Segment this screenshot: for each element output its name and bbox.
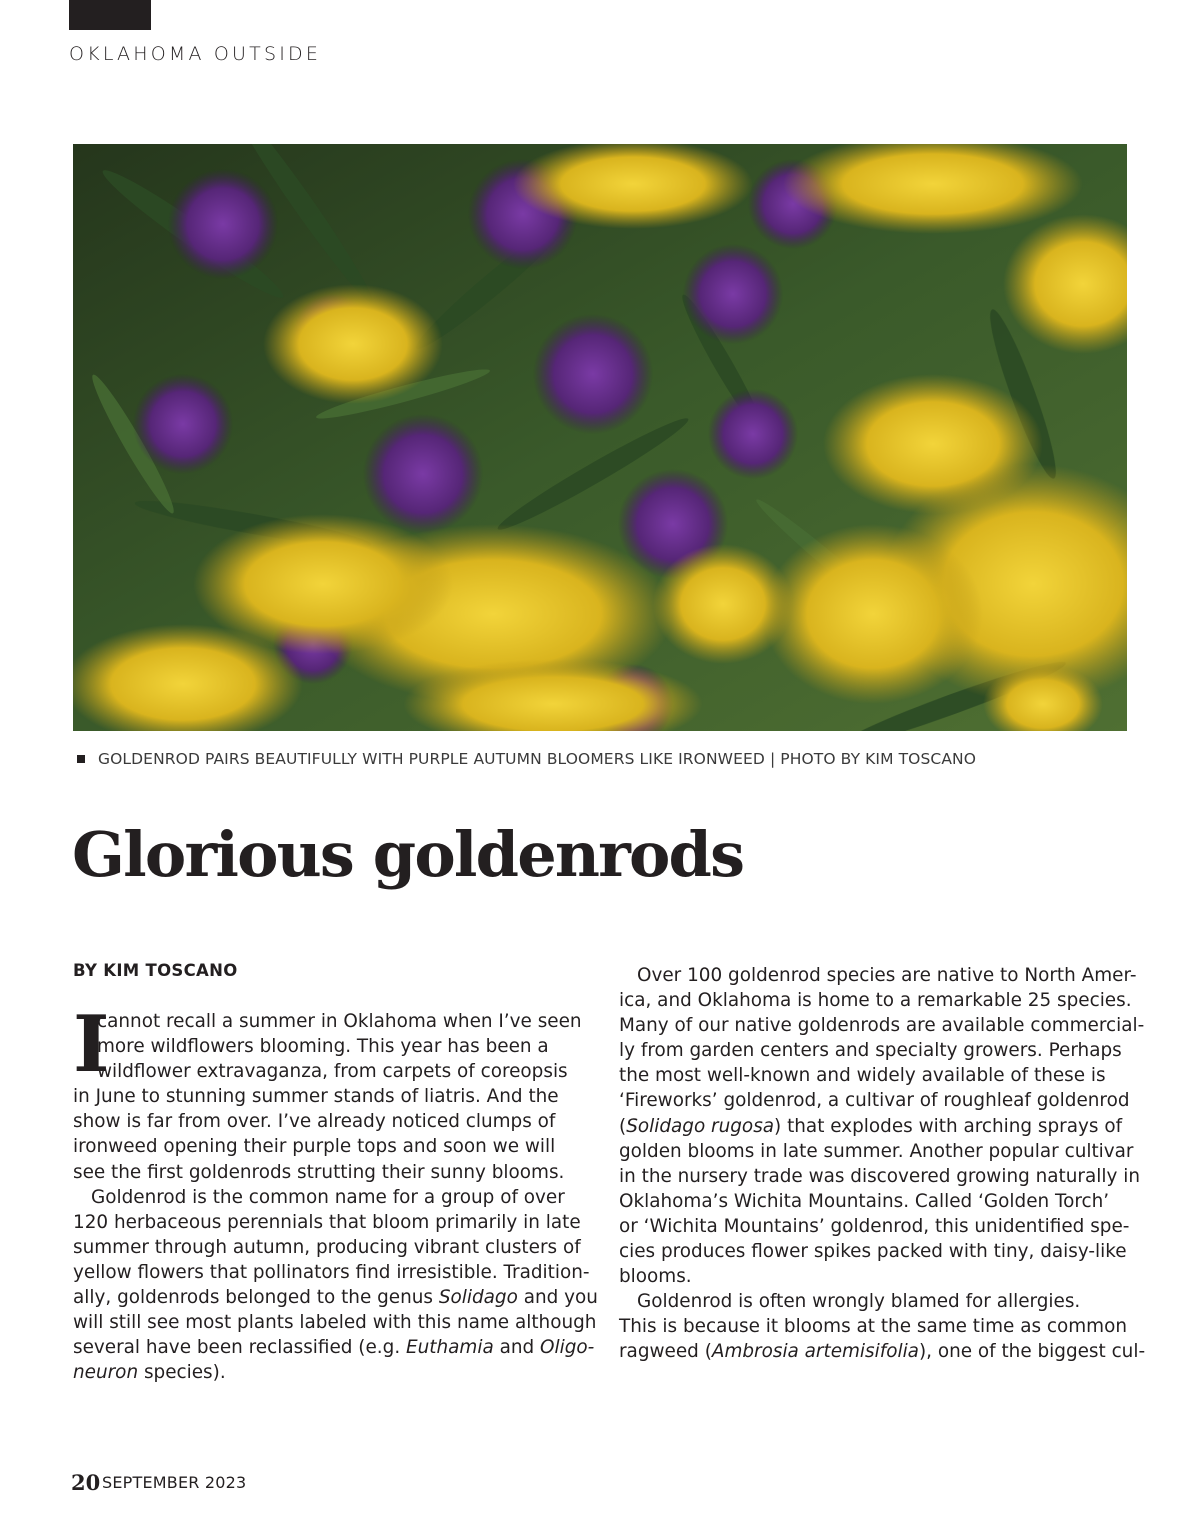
text-line: Many of our native goldenrods are available commercial- xyxy=(619,1015,1145,1037)
text-line: ly from garden centers and specialty growers. Perhaps xyxy=(619,1040,1122,1062)
section-label: OKLAHOMA OUTSIDE xyxy=(69,43,322,65)
text-line: ally, goldenrods belonged to the genus Solidago and you xyxy=(73,1287,598,1309)
text-line: Over 100 goldenrod species are native to North Amer- xyxy=(637,965,1137,986)
text-line: ica, and Oklahoma is home to a remarkable 25 species. xyxy=(619,990,1132,1012)
feature-photo xyxy=(73,144,1127,731)
issue-date: SEPTEMBER 2023 xyxy=(102,1473,247,1492)
text-line: in June to stunning summer stands of liatris. And the xyxy=(73,1086,559,1108)
text-line: show is far from over. I’ve already noticed clumps of xyxy=(73,1111,556,1133)
text-line: several have been reclassified (e.g. Euthamia and Oligo- xyxy=(73,1337,595,1359)
text-line: in the nursery trade was discovered growing naturally in xyxy=(619,1165,1140,1187)
drop-cap: I xyxy=(73,999,110,1090)
text-line: Goldenrod is often wrongly blamed for allergies. xyxy=(637,1291,1081,1313)
text-line: yellow flowers that pollinators find irresistible. Tradition- xyxy=(73,1261,590,1283)
text-line: neuron species). xyxy=(73,1362,226,1384)
top-color-bar xyxy=(69,0,151,30)
text-line: ragweed (Ambrosia artemisifolia), one of the biggest cul- xyxy=(619,1341,1146,1363)
text-line: (Solidago rugosa) that explodes with arching sprays of xyxy=(619,1115,1123,1137)
text-line: golden blooms in late summer. Another popular cultivar xyxy=(619,1140,1134,1162)
caption-bullet-icon xyxy=(77,755,85,763)
page-number: 20 xyxy=(71,1470,101,1495)
photo-caption: GOLDENROD PAIRS BEAUTIFULLY WITH PURPLE AUTUMN BLOOMERS LIKE IRONWEED | PHOTO BY KIM TOSCANO xyxy=(98,750,977,768)
text-line: or ‘Wichita Mountains’ goldenrod, this unidentified spe- xyxy=(619,1215,1130,1237)
byline: BY KIM TOSCANO xyxy=(73,961,238,980)
text-line: blooms. xyxy=(619,1266,692,1288)
text-line: summer through autumn, producing vibrant clusters of xyxy=(73,1236,581,1258)
text-line: ironweed opening their purple tops and soon we will xyxy=(73,1136,556,1158)
text-line: see the first goldenrods strutting their sunny blooms. xyxy=(73,1161,565,1183)
text-line: 120 herbaceous perennials that bloom primarily in late xyxy=(73,1211,581,1233)
text-line: will still see most plants labeled with this name although xyxy=(73,1312,597,1334)
goldenrod-photo-illustration xyxy=(73,144,1127,731)
text-line: more wildflowers blooming. This year has been a xyxy=(97,1036,549,1058)
article-headline: Glorious goldenrods xyxy=(72,818,744,891)
text-line: Goldenrod is the common name for a group of over xyxy=(91,1186,565,1208)
body-column-left xyxy=(73,999,598,1385)
text-line: wildflower extravaganza, from carpets of coreopsis xyxy=(97,1061,568,1083)
text-line: This is because it blooms at the same time as common xyxy=(619,1316,1127,1338)
text-line: cies produces flower spikes packed with tiny, daisy-like xyxy=(619,1241,1127,1263)
text-line: cannot recall a summer in Oklahoma when I’ve seen xyxy=(97,1011,582,1032)
text-line: ‘Fireworks’ goldenrod, a cultivar of roughleaf goldenrod xyxy=(619,1090,1130,1112)
text-line: Oklahoma’s Wichita Mountains. Called ‘Golden Torch’ xyxy=(619,1190,1110,1212)
body-column-right xyxy=(619,963,1146,1365)
text-line: the most well-known and widely available of these is xyxy=(619,1065,1106,1087)
